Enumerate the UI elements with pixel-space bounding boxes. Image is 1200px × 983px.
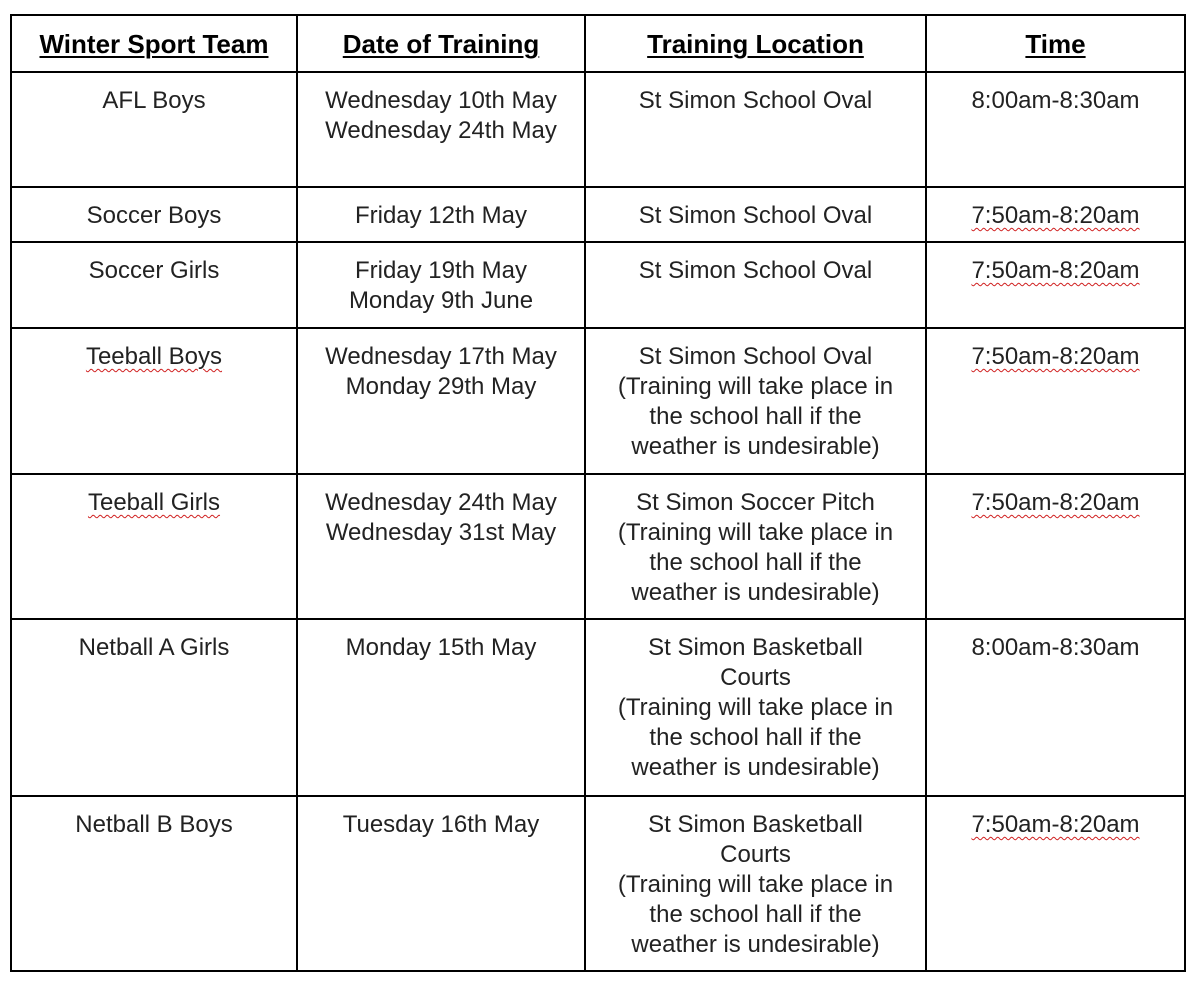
- date-cell: Friday 12th May: [297, 187, 585, 242]
- time-cell: 8:00am-8:30am: [926, 619, 1185, 796]
- location-cell: St Simon School Oval: [585, 242, 926, 328]
- time-cell: 7:50am-8:20am: [926, 796, 1185, 971]
- date-cell: Friday 19th May Monday 9th June: [297, 242, 585, 328]
- header-date: Date of Training: [297, 15, 585, 72]
- table-row: [11, 187, 1185, 242]
- time-cell: 7:50am-8:20am: [926, 187, 1185, 242]
- location-cell: St Simon School Oval (Training will take place in the school hall if the weather is undesirable): [585, 328, 926, 474]
- time-cell: 7:50am-8:20am: [926, 474, 1185, 619]
- table-row: [11, 328, 1185, 474]
- table-row: [11, 796, 1185, 971]
- header-team: Winter Sport Team: [11, 15, 297, 72]
- time-cell: 7:50am-8:20am: [926, 328, 1185, 474]
- date-cell: Wednesday 17th May Monday 29th May: [297, 328, 585, 474]
- header-row: [11, 15, 1185, 72]
- date-cell: Wednesday 24th May Wednesday 31st May: [297, 474, 585, 619]
- location-cell: St Simon Soccer Pitch (Training will take place in the school hall if the weather is undesirable): [585, 474, 926, 619]
- training-schedule-table: [10, 14, 1186, 972]
- time-cell: 7:50am-8:20am: [926, 242, 1185, 328]
- location-cell: St Simon Basketball Courts (Training will take place in the school hall if the weather is undesirable): [585, 796, 926, 971]
- team-cell: Netball B Boys: [11, 796, 297, 971]
- team-cell: Soccer Girls: [11, 242, 297, 328]
- location-cell: St Simon School Oval: [585, 72, 926, 187]
- time-cell: 8:00am-8:30am: [926, 72, 1185, 187]
- date-cell: Tuesday 16th May: [297, 796, 585, 971]
- team-cell: Teeball Girls: [11, 474, 297, 619]
- team-cell: Netball A Girls: [11, 619, 297, 796]
- table-row: [11, 619, 1185, 796]
- location-cell: St Simon School Oval: [585, 187, 926, 242]
- team-cell: Soccer Boys: [11, 187, 297, 242]
- date-cell: Wednesday 10th May Wednesday 24th May: [297, 72, 585, 187]
- header-time: Time: [926, 15, 1185, 72]
- table-row: [11, 72, 1185, 187]
- date-cell: Monday 15th May: [297, 619, 585, 796]
- location-cell: St Simon Basketball Courts (Training will take place in the school hall if the weather is undesirable): [585, 619, 926, 796]
- table-row: [11, 242, 1185, 328]
- team-cell: Teeball Boys: [11, 328, 297, 474]
- table-row: [11, 474, 1185, 619]
- header-location: Training Location: [585, 15, 926, 72]
- team-cell: AFL Boys: [11, 72, 297, 187]
